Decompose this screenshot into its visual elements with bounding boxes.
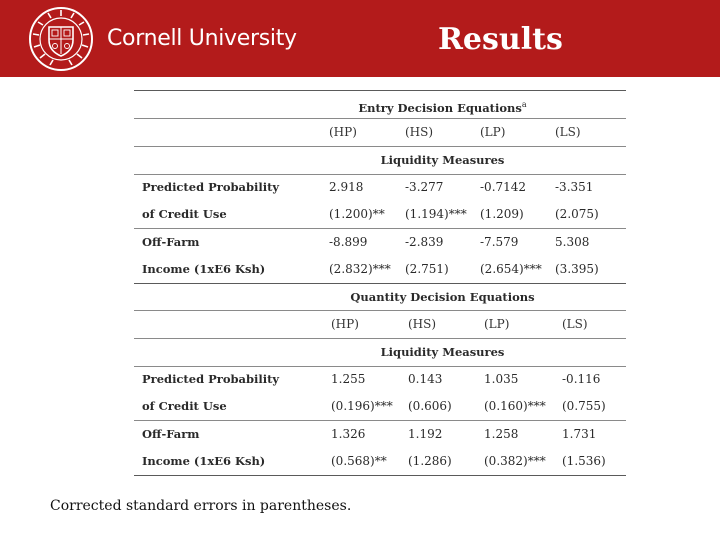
table-cell: (2.832)*** (329, 262, 391, 276)
table-row (134, 201, 626, 227)
column-header: (HP) (329, 125, 357, 139)
entry-equations-title: Entry Decision Equations (358, 100, 522, 115)
column-header: (HS) (408, 317, 437, 331)
table-cell: -2.839 (405, 235, 444, 249)
entry-section-title: Liquidity Measures (380, 153, 505, 167)
column-header: (LS) (562, 317, 588, 331)
table-bottom-rule (134, 475, 626, 476)
row-label: Income (1xE6 Ksh) (142, 454, 266, 468)
entry-columns-row (134, 119, 626, 145)
row-label: Predicted Probability (142, 180, 280, 194)
table-top-rule (134, 90, 626, 91)
table-cell: (0.755) (562, 399, 606, 413)
row-label: Off-Farm (142, 427, 200, 441)
table-cell: 0.143 (408, 372, 443, 386)
table-row (134, 421, 626, 447)
column-header: (LP) (480, 125, 506, 139)
table-row (134, 366, 626, 392)
table-row (134, 229, 626, 255)
column-header: (HS) (405, 125, 434, 139)
table-cell: 1.258 (484, 427, 519, 441)
column-header: (LS) (555, 125, 581, 139)
table-cell: -0.116 (562, 372, 601, 386)
table-cell: 1.035 (484, 372, 519, 386)
table-cell: 1.255 (331, 372, 366, 386)
row-label: Income (1xE6 Ksh) (142, 262, 266, 276)
table-cell: 1.326 (331, 427, 366, 441)
table-cell: (0.568)** (331, 454, 387, 468)
table-cell: 1.192 (408, 427, 443, 441)
footnote: Corrected standard errors in parentheses. (50, 498, 352, 514)
table-row (134, 174, 626, 200)
entry-section-row (134, 147, 626, 173)
quantity-equations-title: Quantity Decision Equations (350, 290, 535, 304)
entry-title-row (134, 92, 626, 118)
table-cell: (1.209) (480, 207, 524, 221)
table-cell: (0.160)*** (484, 399, 546, 413)
table-cell: 1.731 (562, 427, 597, 441)
table-cell: (0.382)*** (484, 454, 546, 468)
table-cell: (1.200)** (329, 207, 385, 221)
table-cell: (0.196)*** (331, 399, 393, 413)
header-bar (0, 0, 720, 77)
table-cell: (2.654)*** (480, 262, 542, 276)
row-label: of Credit Use (142, 399, 227, 413)
table-cell: (2.075) (555, 207, 599, 221)
table-cell: -3.351 (555, 180, 594, 194)
column-header: (HP) (331, 317, 359, 331)
quantity-columns-row (134, 311, 626, 337)
table-row (134, 256, 626, 282)
table-row (134, 448, 626, 474)
table-cell: -7.579 (480, 235, 519, 249)
table-cell: (3.395) (555, 262, 599, 276)
university-name: Cornell University (107, 26, 297, 51)
results-table (134, 90, 626, 485)
cornell-seal-icon (28, 6, 94, 72)
row-label: Off-Farm (142, 235, 200, 249)
table-cell: 2.918 (329, 180, 364, 194)
row-label: of Credit Use (142, 207, 227, 221)
quantity-title-row (134, 284, 626, 310)
row-label: Predicted Probability (142, 372, 280, 386)
table-cell: (1.286) (408, 454, 452, 468)
table-cell: 5.308 (555, 235, 590, 249)
table-cell: (1.194)*** (405, 207, 467, 221)
quantity-section-row (134, 339, 626, 365)
table-cell: (1.536) (562, 454, 606, 468)
quantity-section-title: Liquidity Measures (380, 345, 505, 359)
table-cell: -3.277 (405, 180, 444, 194)
table-cell: -8.899 (329, 235, 368, 249)
table-row (134, 393, 626, 419)
entry-title-sup: a (521, 100, 527, 109)
table-cell: -0.7142 (480, 180, 527, 194)
table-cell: (2.751) (405, 262, 449, 276)
column-header: (LP) (484, 317, 510, 331)
table-cell: (0.606) (408, 399, 452, 413)
slide-title: Results (438, 22, 563, 57)
